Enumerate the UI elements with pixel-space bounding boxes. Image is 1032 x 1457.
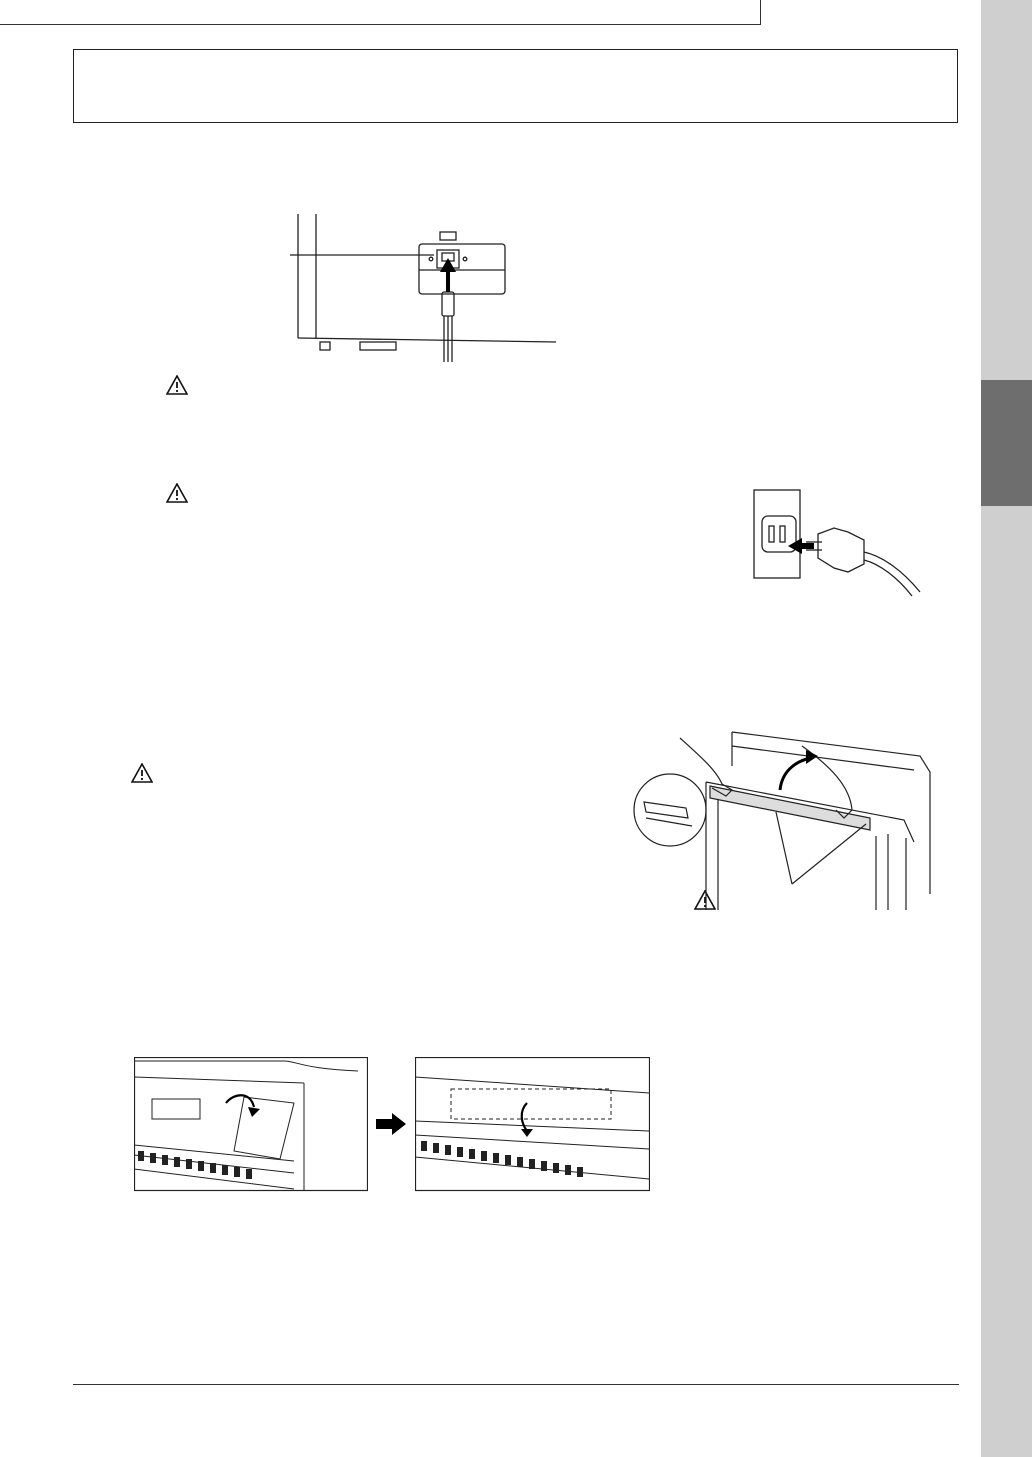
- warning-triangle-icon: [166, 375, 188, 395]
- arrow-right-icon: [376, 1113, 406, 1135]
- warning-triangle-icon: [131, 763, 153, 783]
- top-rule: [0, 0, 761, 25]
- music-rest-before-figure: [134, 1057, 368, 1192]
- power-jack-figure: [286, 212, 558, 362]
- chapter-side-tab-active[interactable]: [981, 380, 1032, 506]
- wall-outlet-figure: [752, 488, 922, 598]
- music-rest-after-figure: [415, 1057, 650, 1192]
- chapter-side-tab[interactable]: [981, 0, 1032, 1457]
- key-cover-figure: [630, 726, 940, 910]
- warning-triangle-icon: [166, 483, 188, 503]
- section-header-box: [73, 49, 958, 123]
- footer-rule: [73, 1384, 959, 1385]
